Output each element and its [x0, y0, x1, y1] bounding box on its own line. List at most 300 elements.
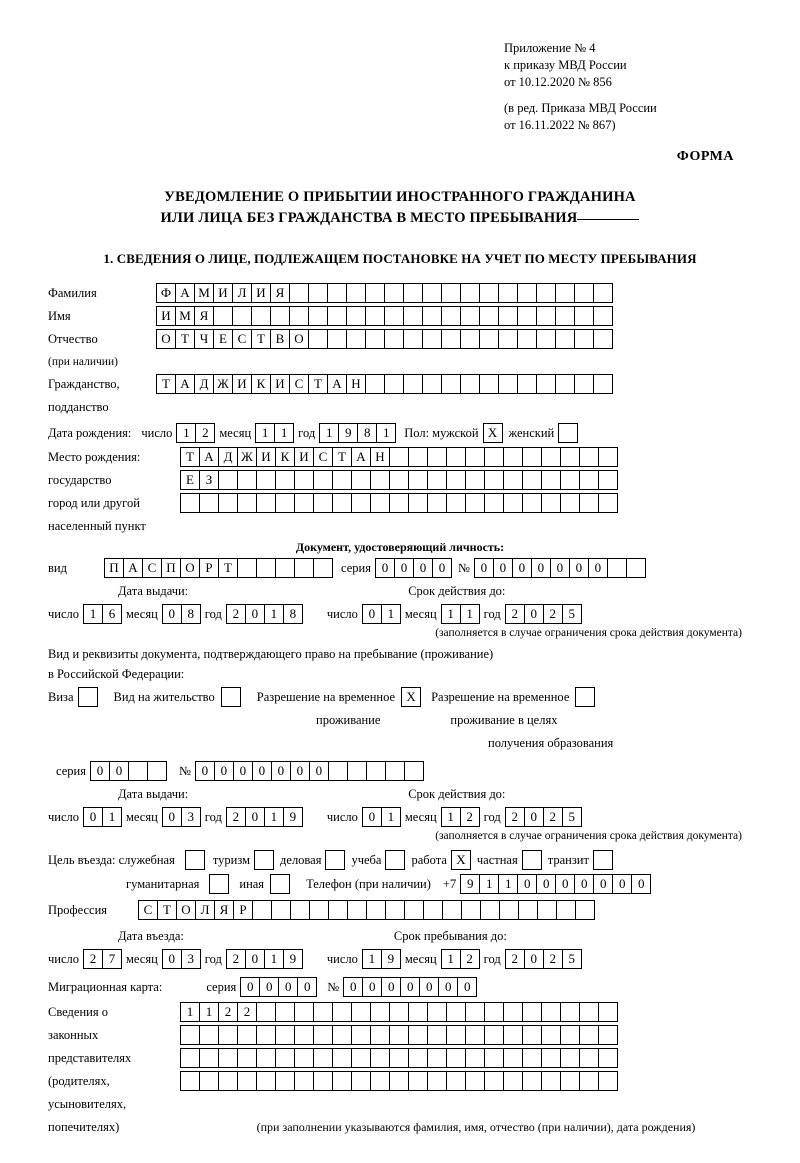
char-box[interactable]: 0	[631, 874, 651, 894]
char-box[interactable]	[560, 1002, 580, 1022]
char-box[interactable]	[351, 1002, 371, 1022]
char-box[interactable]	[522, 470, 542, 490]
char-box[interactable]	[536, 283, 556, 303]
char-box[interactable]	[579, 493, 599, 513]
char-box[interactable]: 1	[180, 1002, 200, 1022]
char-box[interactable]: 0	[245, 949, 265, 969]
stay-issue-year-boxes[interactable]	[226, 807, 303, 827]
char-box[interactable]	[332, 1025, 352, 1045]
char-box[interactable]	[574, 283, 594, 303]
char-box[interactable]	[403, 374, 423, 394]
char-box[interactable]	[560, 447, 580, 467]
char-box[interactable]: 2	[226, 807, 246, 827]
char-box[interactable]	[370, 1002, 390, 1022]
char-box[interactable]: М	[175, 306, 195, 326]
char-box[interactable]	[555, 329, 575, 349]
char-box[interactable]: 9	[381, 949, 401, 969]
char-box[interactable]: И	[294, 447, 314, 467]
char-box[interactable]	[518, 900, 538, 920]
stay-valid-month-boxes[interactable]	[441, 807, 480, 827]
char-box[interactable]	[484, 1025, 504, 1045]
purpose-tourism-checkbox[interactable]	[254, 850, 274, 870]
char-box[interactable]	[422, 374, 442, 394]
char-box[interactable]: 0	[550, 558, 570, 578]
char-box[interactable]: 1	[102, 807, 122, 827]
char-box[interactable]: 1	[199, 1002, 219, 1022]
doc-number-boxes[interactable]	[474, 558, 646, 578]
char-box[interactable]: 0	[381, 977, 401, 997]
char-box[interactable]	[560, 1048, 580, 1068]
char-box[interactable]: 0	[297, 977, 317, 997]
char-box[interactable]: 1	[381, 807, 401, 827]
char-box[interactable]	[308, 306, 328, 326]
char-box[interactable]	[370, 493, 390, 513]
char-box[interactable]: И	[156, 306, 176, 326]
char-box[interactable]	[346, 283, 366, 303]
char-box[interactable]	[598, 1071, 618, 1091]
char-box[interactable]: Е	[213, 329, 233, 349]
char-box[interactable]	[579, 447, 599, 467]
char-box[interactable]	[275, 1025, 295, 1045]
char-box[interactable]	[499, 900, 519, 920]
char-box[interactable]	[313, 558, 333, 578]
legal-rep-boxes-3[interactable]	[180, 1048, 618, 1068]
char-box[interactable]	[423, 900, 443, 920]
char-box[interactable]: Т	[156, 374, 176, 394]
char-box[interactable]	[389, 493, 409, 513]
char-box[interactable]	[370, 470, 390, 490]
char-box[interactable]	[346, 306, 366, 326]
char-box[interactable]	[503, 447, 523, 467]
char-box[interactable]	[218, 493, 238, 513]
char-box[interactable]: Д	[194, 374, 214, 394]
char-box[interactable]	[365, 374, 385, 394]
char-box[interactable]: 2	[460, 949, 480, 969]
char-box[interactable]	[446, 1025, 466, 1045]
char-box[interactable]	[484, 447, 504, 467]
char-box[interactable]	[427, 447, 447, 467]
char-box[interactable]	[422, 329, 442, 349]
char-box[interactable]: Н	[370, 447, 390, 467]
char-box[interactable]: Е	[180, 470, 200, 490]
char-box[interactable]	[351, 1025, 371, 1045]
char-box[interactable]	[389, 1048, 409, 1068]
char-box[interactable]: 0	[438, 977, 458, 997]
char-box[interactable]: С	[138, 900, 158, 920]
char-box[interactable]: Л	[232, 283, 252, 303]
char-box[interactable]: 0	[233, 761, 253, 781]
char-box[interactable]	[446, 447, 466, 467]
char-box[interactable]	[560, 1025, 580, 1045]
char-box[interactable]	[479, 283, 499, 303]
char-box[interactable]	[536, 329, 556, 349]
char-box[interactable]: Т	[332, 447, 352, 467]
char-box[interactable]: 9	[460, 874, 480, 894]
char-box[interactable]: 1	[498, 874, 518, 894]
char-box[interactable]	[555, 306, 575, 326]
char-box[interactable]	[541, 1071, 561, 1091]
char-box[interactable]: 2	[505, 949, 525, 969]
char-box[interactable]: Ж	[237, 447, 257, 467]
char-box[interactable]: Т	[180, 447, 200, 467]
char-box[interactable]	[560, 470, 580, 490]
char-box[interactable]: К	[251, 374, 271, 394]
char-box[interactable]	[537, 900, 557, 920]
char-box[interactable]: 1	[176, 423, 196, 443]
char-box[interactable]	[351, 1048, 371, 1068]
char-box[interactable]: 1	[376, 423, 396, 443]
char-box[interactable]	[479, 374, 499, 394]
char-box[interactable]: 0	[240, 977, 260, 997]
char-box[interactable]	[427, 470, 447, 490]
char-box[interactable]	[484, 470, 504, 490]
char-box[interactable]: 9	[283, 949, 303, 969]
char-box[interactable]	[328, 761, 348, 781]
char-box[interactable]: 5	[562, 604, 582, 624]
char-box[interactable]: А	[351, 447, 371, 467]
char-box[interactable]: 0	[90, 761, 110, 781]
entry-year-boxes[interactable]	[226, 949, 303, 969]
char-box[interactable]	[498, 374, 518, 394]
char-box[interactable]	[404, 761, 424, 781]
char-box[interactable]	[593, 329, 613, 349]
char-box[interactable]: 1	[274, 423, 294, 443]
char-box[interactable]	[327, 329, 347, 349]
char-box[interactable]	[517, 374, 537, 394]
char-box[interactable]	[517, 306, 537, 326]
char-box[interactable]	[408, 493, 428, 513]
char-box[interactable]: 2	[460, 807, 480, 827]
char-box[interactable]: 0	[362, 604, 382, 624]
char-box[interactable]	[294, 493, 314, 513]
char-box[interactable]: Т	[218, 558, 238, 578]
char-box[interactable]: 2	[83, 949, 103, 969]
char-box[interactable]	[441, 374, 461, 394]
char-box[interactable]	[598, 493, 618, 513]
purpose-business-checkbox[interactable]	[325, 850, 345, 870]
char-box[interactable]	[199, 1071, 219, 1091]
char-box[interactable]	[313, 1025, 333, 1045]
purpose-study-checkbox[interactable]	[385, 850, 405, 870]
char-box[interactable]	[541, 1048, 561, 1068]
visa-checkbox[interactable]	[78, 687, 98, 707]
char-box[interactable]	[294, 1025, 314, 1045]
char-box[interactable]	[271, 900, 291, 920]
char-box[interactable]: 1	[264, 807, 284, 827]
char-box[interactable]	[389, 470, 409, 490]
char-box[interactable]: И	[256, 447, 276, 467]
purpose-humanitarian-checkbox[interactable]	[209, 874, 229, 894]
char-box[interactable]	[332, 470, 352, 490]
char-box[interactable]: 0	[432, 558, 452, 578]
purpose-private-checkbox[interactable]	[522, 850, 542, 870]
char-box[interactable]	[237, 1071, 257, 1091]
char-box[interactable]	[332, 1002, 352, 1022]
char-box[interactable]	[294, 558, 314, 578]
char-box[interactable]	[541, 470, 561, 490]
char-box[interactable]: 0	[524, 807, 544, 827]
char-box[interactable]	[232, 306, 252, 326]
char-box[interactable]	[309, 900, 329, 920]
char-box[interactable]	[579, 1002, 599, 1022]
char-box[interactable]	[593, 283, 613, 303]
char-box[interactable]	[598, 470, 618, 490]
doc-issue-day-boxes[interactable]	[83, 604, 122, 624]
char-box[interactable]	[366, 900, 386, 920]
char-box[interactable]: 0	[612, 874, 632, 894]
char-box[interactable]	[446, 1002, 466, 1022]
char-box[interactable]	[294, 1002, 314, 1022]
surname-boxes[interactable]	[156, 283, 613, 303]
char-box[interactable]: П	[104, 558, 124, 578]
profession-boxes[interactable]	[138, 900, 595, 920]
char-box[interactable]: 1	[441, 949, 461, 969]
char-box[interactable]	[128, 761, 148, 781]
edu-residence-checkbox[interactable]	[575, 687, 595, 707]
char-box[interactable]: Т	[251, 329, 271, 349]
char-box[interactable]	[403, 329, 423, 349]
char-box[interactable]	[465, 1048, 485, 1068]
birth-day-boxes[interactable]	[176, 423, 215, 443]
char-box[interactable]	[574, 306, 594, 326]
char-box[interactable]: З	[199, 470, 219, 490]
char-box[interactable]	[365, 329, 385, 349]
char-box[interactable]: 6	[102, 604, 122, 624]
char-box[interactable]: Р	[199, 558, 219, 578]
sex-female-checkbox[interactable]	[558, 423, 578, 443]
stay-until-day-boxes[interactable]	[362, 949, 401, 969]
char-box[interactable]	[446, 493, 466, 513]
temp-residence-checkbox[interactable]: Х	[401, 687, 421, 707]
char-box[interactable]: С	[289, 374, 309, 394]
char-box[interactable]: 0	[271, 761, 291, 781]
char-box[interactable]: 0	[524, 949, 544, 969]
char-box[interactable]: 8	[181, 604, 201, 624]
char-box[interactable]	[498, 329, 518, 349]
char-box[interactable]: 1	[381, 604, 401, 624]
char-box[interactable]	[541, 493, 561, 513]
char-box[interactable]	[256, 558, 276, 578]
char-box[interactable]: 0	[195, 761, 215, 781]
migration-number-boxes[interactable]	[343, 977, 477, 997]
char-box[interactable]: 0	[512, 558, 532, 578]
char-box[interactable]	[503, 470, 523, 490]
char-box[interactable]: 0	[517, 874, 537, 894]
doc-valid-day-boxes[interactable]	[362, 604, 401, 624]
char-box[interactable]: П	[161, 558, 181, 578]
char-box[interactable]	[218, 1048, 238, 1068]
char-box[interactable]	[180, 1071, 200, 1091]
purpose-work-checkbox[interactable]: Х	[451, 850, 471, 870]
migration-series-boxes[interactable]	[240, 977, 317, 997]
char-box[interactable]: 1	[460, 604, 480, 624]
char-box[interactable]	[607, 558, 627, 578]
char-box[interactable]: Я	[194, 306, 214, 326]
char-box[interactable]: 0	[162, 807, 182, 827]
char-box[interactable]: 0	[593, 874, 613, 894]
char-box[interactable]	[598, 1048, 618, 1068]
char-box[interactable]: 0	[259, 977, 279, 997]
char-box[interactable]	[347, 900, 367, 920]
char-box[interactable]	[593, 306, 613, 326]
char-box[interactable]	[313, 1048, 333, 1068]
char-box[interactable]	[460, 329, 480, 349]
char-box[interactable]: 0	[290, 761, 310, 781]
char-box[interactable]: О	[176, 900, 196, 920]
char-box[interactable]	[446, 470, 466, 490]
char-box[interactable]: 2	[543, 949, 563, 969]
char-box[interactable]: 0	[252, 761, 272, 781]
char-box[interactable]: 1	[264, 949, 284, 969]
char-box[interactable]	[461, 900, 481, 920]
char-box[interactable]	[237, 558, 257, 578]
char-box[interactable]	[275, 1071, 295, 1091]
char-box[interactable]: И	[232, 374, 252, 394]
birth-year-boxes[interactable]	[319, 423, 396, 443]
legal-rep-boxes-1[interactable]	[180, 1002, 618, 1022]
char-box[interactable]: 0	[83, 807, 103, 827]
char-box[interactable]	[384, 306, 404, 326]
char-box[interactable]: 0	[394, 558, 414, 578]
char-box[interactable]	[384, 283, 404, 303]
char-box[interactable]	[579, 1048, 599, 1068]
citizenship-boxes[interactable]	[156, 374, 613, 394]
char-box[interactable]: 0	[531, 558, 551, 578]
entry-month-boxes[interactable]	[162, 949, 201, 969]
char-box[interactable]: С	[142, 558, 162, 578]
char-box[interactable]	[522, 1048, 542, 1068]
char-box[interactable]: 2	[505, 604, 525, 624]
char-box[interactable]	[370, 1025, 390, 1045]
char-box[interactable]	[541, 1025, 561, 1045]
char-box[interactable]	[294, 470, 314, 490]
char-box[interactable]: 0	[400, 977, 420, 997]
char-box[interactable]	[598, 1002, 618, 1022]
doc-issue-year-boxes[interactable]	[226, 604, 303, 624]
char-box[interactable]	[389, 447, 409, 467]
doc-issue-month-boxes[interactable]	[162, 604, 201, 624]
char-box[interactable]	[351, 470, 371, 490]
char-box[interactable]	[313, 1002, 333, 1022]
legal-rep-boxes-2[interactable]	[180, 1025, 618, 1045]
char-box[interactable]	[556, 900, 576, 920]
char-box[interactable]: Я	[270, 283, 290, 303]
char-box[interactable]	[332, 493, 352, 513]
char-box[interactable]	[289, 283, 309, 303]
char-box[interactable]	[275, 470, 295, 490]
char-box[interactable]	[289, 306, 309, 326]
char-box[interactable]	[441, 306, 461, 326]
char-box[interactable]	[484, 1048, 504, 1068]
char-box[interactable]	[366, 761, 386, 781]
char-box[interactable]	[347, 761, 367, 781]
char-box[interactable]	[541, 447, 561, 467]
char-box[interactable]: Ф	[156, 283, 176, 303]
char-box[interactable]: 5	[562, 807, 582, 827]
char-box[interactable]: А	[327, 374, 347, 394]
birth-city-boxes-2[interactable]	[180, 493, 618, 513]
char-box[interactable]	[593, 374, 613, 394]
char-box[interactable]: 2	[543, 807, 563, 827]
char-box[interactable]: Я	[214, 900, 234, 920]
char-box[interactable]	[370, 1071, 390, 1091]
char-box[interactable]: Ж	[213, 374, 233, 394]
char-box[interactable]	[427, 493, 447, 513]
char-box[interactable]: 0	[493, 558, 513, 578]
char-box[interactable]	[403, 283, 423, 303]
char-box[interactable]: 3	[181, 807, 201, 827]
char-box[interactable]	[270, 306, 290, 326]
char-box[interactable]: 0	[362, 977, 382, 997]
char-box[interactable]: 0	[457, 977, 477, 997]
name-boxes[interactable]	[156, 306, 613, 326]
char-box[interactable]	[408, 1002, 428, 1022]
char-box[interactable]	[237, 493, 257, 513]
char-box[interactable]: И	[213, 283, 233, 303]
char-box[interactable]	[180, 1048, 200, 1068]
char-box[interactable]	[370, 1048, 390, 1068]
char-box[interactable]	[465, 1025, 485, 1045]
char-box[interactable]	[237, 1048, 257, 1068]
char-box[interactable]: 1	[319, 423, 339, 443]
char-box[interactable]	[237, 470, 257, 490]
char-box[interactable]	[575, 900, 595, 920]
char-box[interactable]	[484, 1071, 504, 1091]
char-box[interactable]: 8	[283, 604, 303, 624]
stay-until-month-boxes[interactable]	[441, 949, 480, 969]
char-box[interactable]	[346, 329, 366, 349]
char-box[interactable]	[498, 306, 518, 326]
char-box[interactable]	[441, 329, 461, 349]
purpose-official-checkbox[interactable]	[185, 850, 205, 870]
char-box[interactable]	[313, 1071, 333, 1091]
char-box[interactable]: 0	[588, 558, 608, 578]
char-box[interactable]: 2	[218, 1002, 238, 1022]
char-box[interactable]	[256, 470, 276, 490]
char-box[interactable]: О	[156, 329, 176, 349]
char-box[interactable]	[422, 306, 442, 326]
char-box[interactable]	[408, 447, 428, 467]
char-box[interactable]	[365, 306, 385, 326]
char-box[interactable]	[327, 283, 347, 303]
char-box[interactable]	[328, 900, 348, 920]
char-box[interactable]: 0	[245, 807, 265, 827]
char-box[interactable]	[503, 1071, 523, 1091]
char-box[interactable]: 0	[419, 977, 439, 997]
char-box[interactable]	[555, 283, 575, 303]
char-box[interactable]	[389, 1025, 409, 1045]
char-box[interactable]	[574, 374, 594, 394]
char-box[interactable]: 2	[505, 807, 525, 827]
char-box[interactable]	[332, 1071, 352, 1091]
char-box[interactable]	[460, 306, 480, 326]
char-box[interactable]	[290, 900, 310, 920]
char-box[interactable]: 2	[195, 423, 215, 443]
char-box[interactable]: 0	[245, 604, 265, 624]
char-box[interactable]	[256, 1071, 276, 1091]
purpose-transit-checkbox[interactable]	[593, 850, 613, 870]
char-box[interactable]: А	[123, 558, 143, 578]
char-box[interactable]: А	[199, 447, 219, 467]
char-box[interactable]	[522, 1071, 542, 1091]
char-box[interactable]: О	[289, 329, 309, 349]
patronymic-boxes[interactable]	[156, 329, 613, 349]
char-box[interactable]	[294, 1048, 314, 1068]
char-box[interactable]	[199, 1025, 219, 1045]
char-box[interactable]: 3	[181, 949, 201, 969]
char-box[interactable]	[480, 900, 500, 920]
char-box[interactable]: Д	[218, 447, 238, 467]
